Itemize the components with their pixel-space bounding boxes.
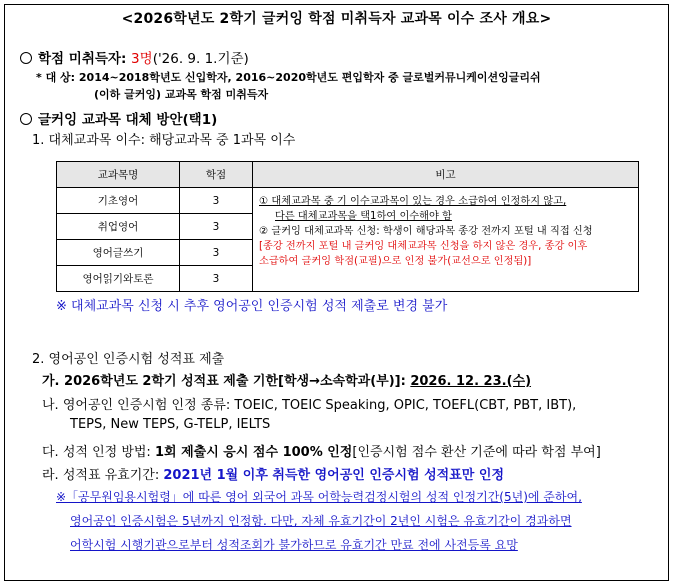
table-footnote: ※ 대체교과목 신청 시 추후 영어공인 인증시험 성적 제출로 변경 불가 bbox=[56, 299, 448, 314]
header-course-name: 교과목명 bbox=[57, 162, 180, 188]
course-name: 영어읽기와토론 bbox=[57, 266, 180, 292]
da-label: 다. 성적 인정 방법: bbox=[42, 445, 155, 460]
target-line-2: (이하 글커잉) 교과목 학점 미취득자 bbox=[94, 88, 269, 101]
footnote-line-2: 영어공인 인증시험은 5년까지 인정함. 다만, 자체 유효기간이 2년인 시험은 유효기간이 경과하면 bbox=[70, 514, 572, 528]
da-rest: [인증시험 점수 환산 기준에 따라 학점 부여] bbox=[352, 445, 601, 460]
item-na-line-2: TEPS, New TEPS, G-TELP, IELTS bbox=[70, 417, 271, 432]
course-credit: 3 bbox=[180, 240, 253, 266]
footnote-line-3: 어학시험 시행기관으로부터 성적조회가 불가하므로 유효기간 만료 전에 사전등록 요망 bbox=[70, 538, 518, 552]
table-row bbox=[57, 188, 639, 214]
page-title: <2026학년도 2학기 글커잉 학점 미취득자 교과목 이수 조사 개요> bbox=[121, 11, 552, 27]
ga-date: 2026. 12. 23.(수) bbox=[410, 374, 532, 389]
course-credit: 3 bbox=[180, 188, 253, 214]
note-3a: [종강 전까지 포털 내 글커잉 대체교과목 신청을 하지 않은 경우, 종강 이후 bbox=[259, 241, 588, 252]
table-header-row bbox=[57, 162, 639, 188]
da-bold: 1회 제출시 응시 점수 100% 인정 bbox=[154, 445, 353, 460]
item-ra bbox=[42, 464, 504, 483]
item-1-heading: 1. 대체교과목 이수: 해당교과목 중 1과목 이수 bbox=[32, 133, 296, 148]
ra-label: 라. 성적표 유효기간: bbox=[42, 468, 164, 483]
note-3b: 소급하여 글커잉 학점(교필)으로 인정 불가(교선으로 인정됨)] bbox=[259, 256, 532, 267]
credit-missing-label: 학점 미취득자: bbox=[38, 51, 132, 67]
missing-count: 3명 bbox=[131, 51, 153, 67]
alternative-label: 글커잉 교과목 대체 방안(택1) bbox=[38, 112, 218, 128]
item-2-heading: 2. 영어공인 인증시험 성적표 제출 bbox=[32, 352, 225, 367]
course-name: 취업영어 bbox=[57, 214, 180, 240]
course-credit: 3 bbox=[180, 266, 253, 292]
target-line-1: * 대 상: 2014~2018학년도 신입학자, 2016~2020학년도 편입학자 중 글로벌커뮤니케이션잉글리쉬 bbox=[36, 71, 541, 84]
note-1a: ① 대체교과목 중 기 이수교과목이 있는 경우 소급하여 인정하지 않고, bbox=[259, 196, 567, 207]
ra-value: 2021년 1월 이후 취득한 영어공인 인증시험 성적표만 인정 bbox=[163, 468, 505, 483]
section-credit-missing bbox=[20, 47, 249, 67]
footnote-line-1: ※「공무원임용시험령」에 따른 영어 외국어 과목 어학능력검정시험의 성적 인정기간(5년)에 준하여, bbox=[56, 490, 582, 504]
note-1b: 다른 대체교과목을 택1하여 이수해야 함 bbox=[275, 211, 452, 222]
course-credit: 3 bbox=[180, 214, 253, 240]
course-name: 영어글쓰기 bbox=[57, 240, 180, 266]
section-alternative bbox=[20, 108, 217, 128]
item-da bbox=[42, 441, 601, 460]
ga-label: 가. 2026학년도 2학기 성적표 제출 기한[학생→소속학과(부)]: bbox=[42, 374, 411, 389]
item-na-line-1: 나. 영어공인 인증시험 인정 종류: TOEIC, TOEIC Speaking, OPIC, TOEFL(CBT, PBT, IBT), bbox=[42, 398, 577, 413]
course-table bbox=[56, 161, 639, 292]
circle-bullet-icon bbox=[20, 52, 32, 64]
note-cell bbox=[253, 188, 639, 292]
header-note: 비고 bbox=[253, 162, 639, 188]
item-ga bbox=[42, 370, 531, 389]
circle-bullet-icon bbox=[20, 113, 32, 125]
note-2: ② 글커잉 대체교과목 신청: 학생이 해당과목 종강 전까지 포털 내 직접 신청 bbox=[259, 226, 593, 237]
header-credit: 학점 bbox=[180, 162, 253, 188]
course-name: 기초영어 bbox=[57, 188, 180, 214]
missing-date: ('26. 9. 1.기준) bbox=[152, 51, 249, 67]
